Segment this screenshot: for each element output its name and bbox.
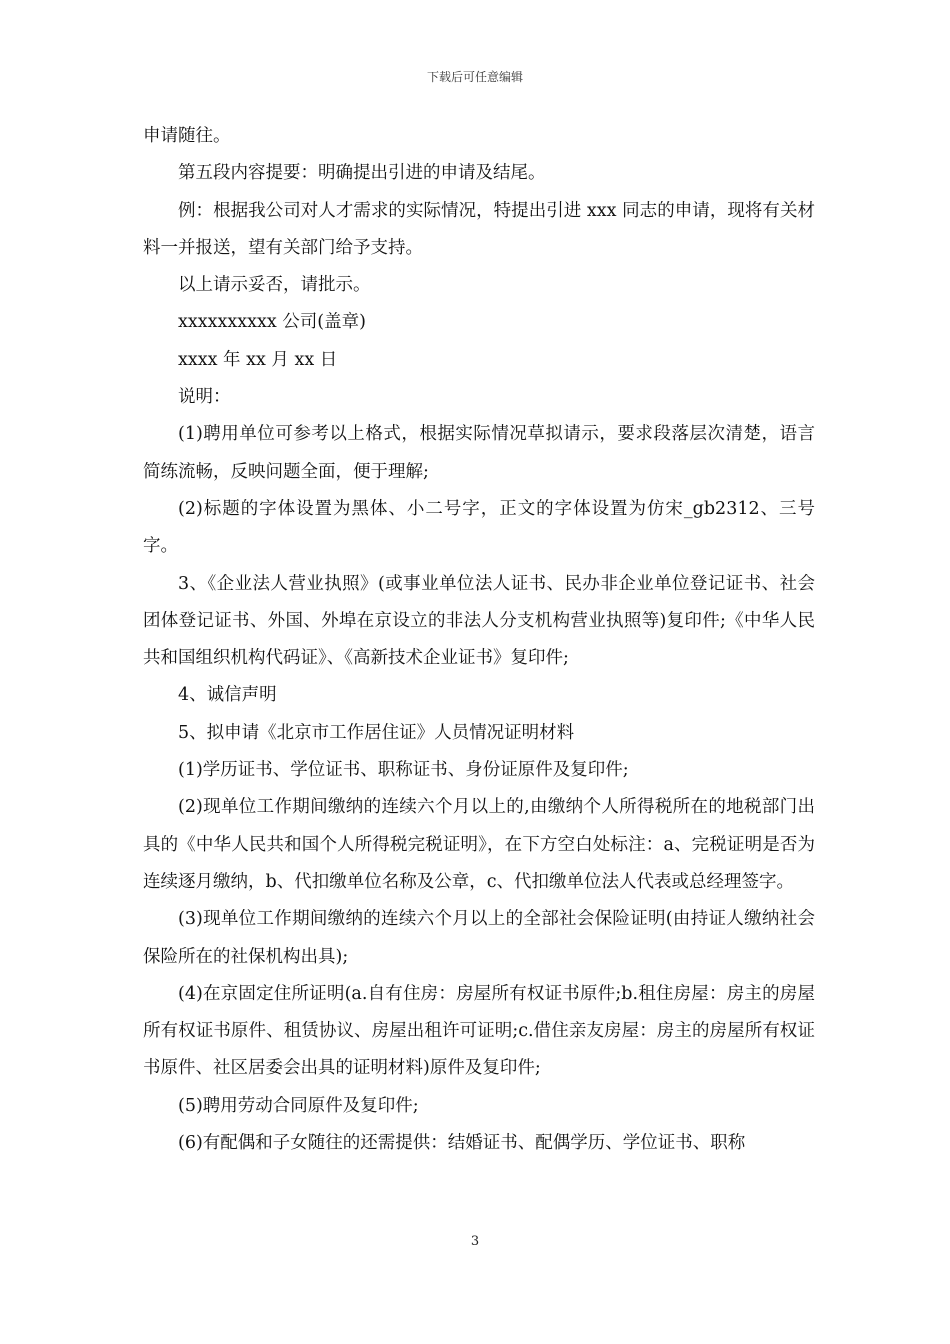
paragraph: (1)学历证书、学位证书、职称证书、身份证原件及复印件; [178, 760, 629, 781]
page-number: 3 [470, 1234, 480, 1249]
paragraph: (5)聘用劳动合同原件及复印件; [178, 1095, 419, 1116]
date-line: xxxx 年 xx 月 xx 日 [178, 349, 338, 370]
paragraph: 例：根据我公司对人才需求的实际情况，特提出引进 xxx 同志的申请，现将有关材料一并报送，望有关部门给予支持。 [143, 200, 815, 258]
paragraph: (2)现单位工作期间缴纳的连续六个月以上的,由缴纳个人所得税所在的地税部门出具的《中华人民共和国个人所得税完税证明》，在下方空白处标注：a、完税证明是否为连续逐月缴纳，b、代扣缴单位名称及公章，c、代扣缴单位法人代表或总经理签字。 [143, 797, 815, 892]
paragraph: (6)有配偶和子女随往的还需提供：结婚证书、配偶学历、学位证书、职称 [178, 1133, 746, 1154]
paragraph: 3、《企业法人营业执照》(或事业单位法人证书、民办非企业单位登记证书、社会团体登记证书、外国、外埠在京设立的非法人分支机构营业执照等)复印件;《中华人民共和国组织机构代码证》、《高新技术企业证书》复印件; [143, 573, 815, 669]
paragraph: 以上请示妥否，请批示。 [178, 275, 371, 296]
paragraph: (3)现单位工作期间缴纳的连续六个月以上的全部社会保险证明(由持证人缴纳社会保险所在的社保机构出具); [143, 909, 815, 967]
paragraph: (1)聘用单位可参考以上格式，根据实际情况草拟请示，要求段落层次清楚，语言简练流畅，反映问题全面，便于理解; [143, 424, 815, 482]
paragraph: 5、拟申请《北京市工作居住证》人员情况证明材料 [178, 722, 575, 743]
paragraph: 4、诚信声明 [178, 685, 277, 706]
paragraph: 申请随往。 [143, 126, 231, 146]
paragraph: 第五段内容提要：明确提出引进的申请及结尾。 [178, 163, 546, 184]
company-seal-line: xxxxxxxxxx 公司(盖章) [178, 312, 366, 333]
page-header: 下载后可任意编辑 [426, 70, 523, 84]
paragraph: (4)在京固定住所证明(a.自有住房：房屋所有权证书原件;b.租住房屋：房主的房屋所有权证书原件、租赁协议、房屋出租许可证明;c.借住亲友房屋：房主的房屋所有权证书原件、社区居委会出具的证明材料)原件及复印件; [143, 983, 815, 1079]
paragraph: (2)标题的字体设置为黑体、小二号字，正文的字体设置为仿宋_gb2312、三号字。 [143, 498, 815, 557]
document-body [143, 118, 815, 1162]
paragraph: 说明： [178, 387, 231, 408]
